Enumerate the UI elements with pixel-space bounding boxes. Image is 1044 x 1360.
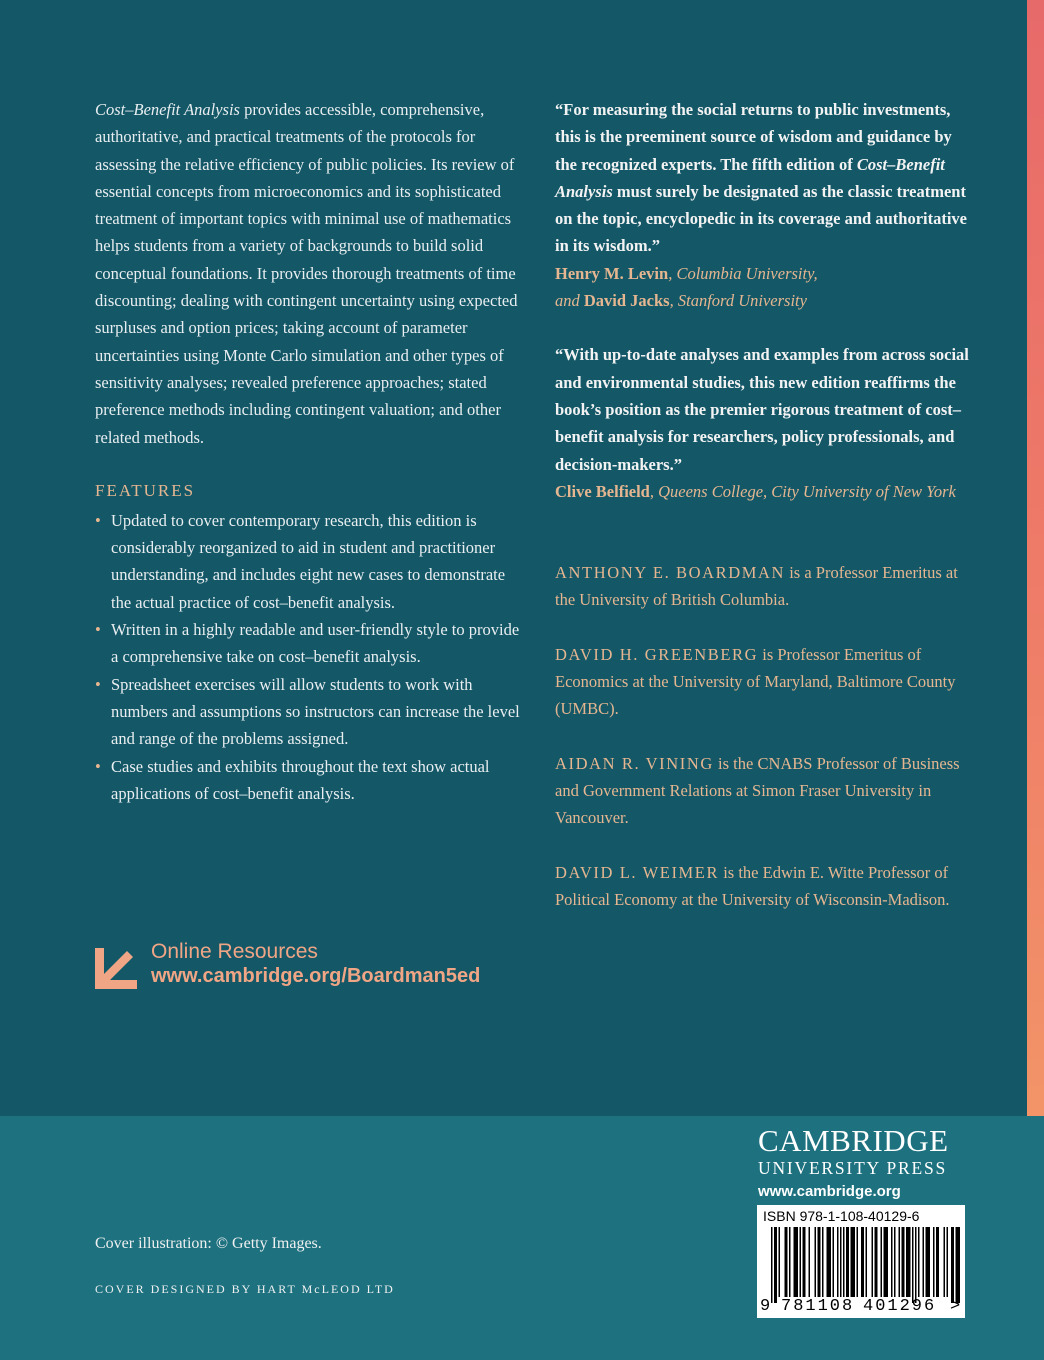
barcode-left-digits: 781108	[781, 1297, 855, 1316]
barcode-bar	[861, 1227, 864, 1297]
feature-item: • Updated to cover contemporary research, this edition is considerably reorganized to aid in student and practitioner understanding, and includes eight new cases to demonstrate the actual practice of cost–benefit analysis.	[95, 507, 525, 616]
arrow-down-right-icon	[95, 946, 141, 992]
barcode-bar	[906, 1227, 911, 1297]
author-bio-text: is the Edwin E. Witte Professor of Political Economy at the University of Wisconsin-Madison.	[555, 862, 950, 909]
author-name: DAVID L. WEIMER	[555, 862, 720, 882]
quote-author: Clive Belfield	[555, 481, 650, 501]
barcode-bar	[866, 1227, 868, 1297]
barcode-bar	[809, 1227, 811, 1297]
barcode-bar	[822, 1227, 824, 1297]
book-title-italic: Cost–Benefit Analysis	[95, 100, 240, 119]
barcode-bar	[789, 1227, 791, 1297]
quote-book-title: Cost–Benefit Analysis	[555, 154, 945, 201]
cover-design-credit: COVER DESIGNED BY HART McLEOD LTD	[95, 1282, 395, 1296]
online-resources-url[interactable]: www.cambridge.org/Boardman5ed	[151, 965, 481, 987]
publisher-url[interactable]: www.cambridge.org	[758, 1183, 901, 1200]
author-bio	[555, 750, 975, 832]
features-heading: FEATURES	[95, 480, 196, 500]
quote-affiliation: , Stanford University	[669, 291, 807, 311]
left-column	[95, 96, 525, 807]
author-bio	[555, 641, 975, 723]
quote-affiliation: , Queens College, City University of New York	[649, 481, 956, 501]
author-bio	[555, 559, 975, 614]
barcode-bar	[827, 1227, 832, 1297]
author-bio-text: is Professor Emeritus of Economics at the University of Maryland, Baltimore County (UMBC).	[555, 644, 956, 719]
barcode-bar	[785, 1227, 788, 1297]
barcode-bar	[815, 1227, 817, 1297]
barcode-first-digit: 9	[760, 1297, 771, 1316]
author-bio	[555, 859, 975, 914]
barcode-bar	[926, 1227, 931, 1297]
barcode-bar	[771, 1227, 773, 1303]
online-resources-title: Online Resources	[151, 940, 318, 963]
endorsement-quote	[555, 96, 975, 314]
barcode-bar	[933, 1227, 935, 1297]
barcode-bar	[794, 1227, 799, 1297]
feature-item: • Written in a highly readable and user-friendly style to provide a comprehensive take on cost–benefit analysis.	[95, 616, 525, 671]
quote-author: Henry M. Levin	[555, 263, 669, 283]
author-name: DAVID H. GREENBERG	[555, 644, 759, 664]
isbn-barcode	[757, 1205, 965, 1318]
publisher-subtitle: UNIVERSITY PRESS	[758, 1158, 948, 1178]
spine-edge-strip	[1027, 0, 1044, 1116]
barcode-bar	[944, 1227, 946, 1297]
barcode-bar	[846, 1227, 849, 1297]
quote-text-part: “For measuring the social returns to public investments, this is the preeminent source of wisdom and guidance by the recognized experts. The fifth edition of	[555, 100, 952, 174]
barcode-bar	[915, 1227, 917, 1303]
barcode-bar	[779, 1227, 781, 1297]
barcode-bar	[918, 1227, 920, 1297]
barcode-digits	[757, 1297, 965, 1317]
barcode-bar	[936, 1227, 939, 1297]
barcode-right-digits: 401296	[863, 1297, 937, 1316]
feature-item: • Spreadsheet exercises will allow students to work with numbers and assumptions so instructors can increase the level and range of the problems assigned.	[95, 671, 525, 753]
cover-illustration-credit: Cover illustration: © Getty Images.	[95, 1235, 322, 1252]
quote-author: David Jacks	[583, 291, 670, 311]
right-column	[555, 96, 975, 913]
barcode-bar	[857, 1227, 859, 1297]
author-name: ANTHONY E. BOARDMAN	[555, 563, 786, 583]
quote-connector: and	[555, 291, 584, 311]
barcode-bar	[899, 1227, 901, 1297]
barcode-bar	[891, 1227, 893, 1297]
quote-attribution	[555, 260, 975, 315]
barcode-end-mark: >	[950, 1297, 961, 1316]
online-resources[interactable]	[95, 940, 480, 992]
book-description	[95, 96, 525, 451]
author-bio-text: is the CNABS Professor of Business and Government Relations at Simon Fraser University in Vancouver.	[555, 753, 960, 828]
isbn-text: ISBN 978-1-108-40129-6	[763, 1208, 920, 1224]
barcode-bar	[837, 1227, 839, 1297]
barcode-bar	[881, 1227, 883, 1297]
author-bios	[555, 559, 975, 913]
description-body: provides accessible, comprehensive, authoritative, and practical treatments of the protocols for assessing the relative efficiency of public policies. Its review of essential concepts from microeconomics and its sophisticated treatment of important topics with minimal use of mathematics helps students from a variety of backgrounds to build solid conceptual foundations. It provides thorough treatments of time discounting; dealing with contingent uncertainty using expected surpluses and option prices; taking account of parameter uncertainties using Monte Carlo simulation and other types of sensitivity analyses; revealed preference approaches; stated preference methods including contingent valuation; and other related methods.	[95, 100, 518, 447]
barcode-bar	[800, 1227, 802, 1297]
features-list	[95, 507, 525, 807]
author-name: AIDAN R. VINING	[555, 753, 714, 773]
feature-item: • Case studies and exhibits throughout the text show actual applications of cost–benefit analysis.	[95, 753, 525, 808]
author-bio-text: is a Professor Emeritus at the University of British Columbia.	[555, 563, 958, 610]
barcode-bar	[894, 1227, 896, 1297]
publisher-name: CAMBRIDGE	[758, 1123, 949, 1158]
barcode-bar	[956, 1227, 961, 1303]
quote-affiliation: , Columbia University,	[668, 263, 818, 283]
online-resources-text	[151, 940, 480, 988]
barcode-bar	[803, 1227, 806, 1297]
quote-text-part: must surely be designated as the classic treatment on the topic, encyclopedic in its coverage and authoritative in its wisdom.”	[555, 181, 968, 256]
barcode-bar	[884, 1227, 889, 1297]
barcode-bar	[902, 1227, 905, 1297]
barcode-bar	[774, 1227, 777, 1303]
barcode-bar	[951, 1227, 954, 1303]
barcode-bar	[851, 1227, 856, 1297]
barcode-bar	[912, 1227, 914, 1303]
barcode-bar	[872, 1227, 874, 1297]
quote-text: “With up-to-date analyses and examples from across social and environmental studies, this new edition reaffirms the book’s position as the premier rigorous treatment of cost–benefit analysis for researchers, policy professionals, and decision-makers.”	[555, 345, 969, 474]
barcode-bar	[947, 1227, 949, 1297]
quote-attribution	[555, 478, 975, 505]
barcode-bar	[875, 1227, 878, 1297]
publisher-logo	[758, 1124, 968, 1204]
barcode-bar	[840, 1227, 842, 1297]
barcode-bar	[923, 1227, 925, 1297]
barcode-bar	[843, 1227, 845, 1297]
barcode-bar	[818, 1227, 821, 1297]
quote-text	[555, 96, 975, 260]
endorsement-quote	[555, 341, 975, 505]
barcode-bar	[833, 1227, 835, 1297]
